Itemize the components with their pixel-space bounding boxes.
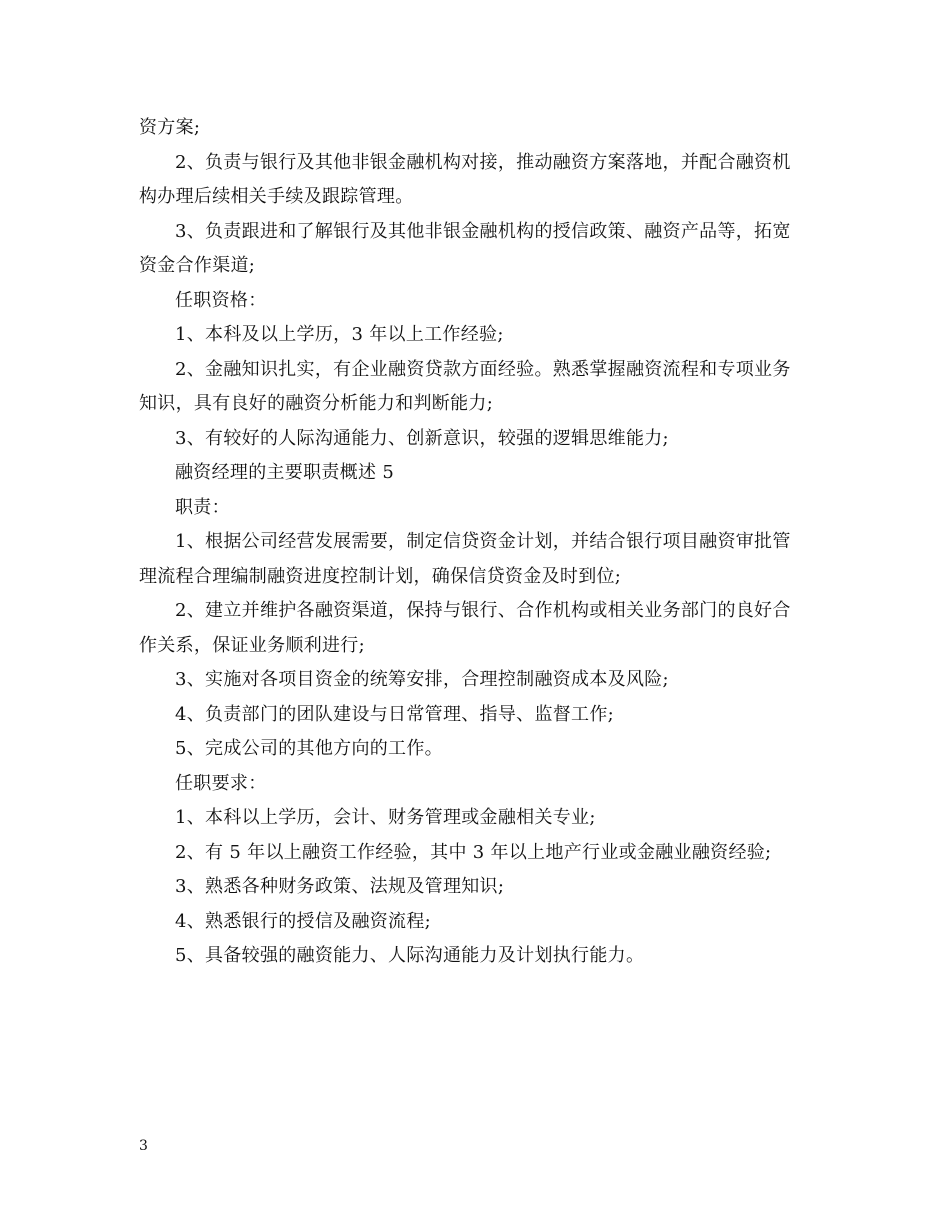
text-line: 资方案; bbox=[139, 117, 201, 138]
text-line: 5、具备较强的融资能力、人际沟通能力及计划执行能力。 bbox=[175, 945, 645, 966]
text-line: 融资经理的主要职责概述 5 bbox=[175, 462, 395, 483]
text-line: 1、本科以上学历，会计、财务管理或金融相关专业; bbox=[175, 807, 596, 828]
text-line: 2、建立并维护各融资渠道，保持与银行、合作机构或相关业务部门的良好合 bbox=[175, 600, 791, 621]
text-line: 任职资格： bbox=[175, 289, 267, 311]
text-line: 3、实施对各项目资金的统筹安排，合理控制融资成本及风险; bbox=[175, 669, 669, 690]
text-line: 职责： bbox=[175, 496, 230, 518]
text-line: 4、熟悉银行的授信及融资流程; bbox=[175, 910, 432, 932]
text-line: 2、金融知识扎实，有企业融资贷款方面经验。熟悉掌握融资流程和专项业务 bbox=[175, 358, 791, 380]
text-line: 任职要求： bbox=[175, 772, 267, 794]
document-body bbox=[139, 111, 814, 974]
text-line: 知识，具有良好的融资分析能力和判断能力; bbox=[139, 393, 494, 414]
text-line: 2、有 5 年以上融资工作经验，其中 3 年以上地产行业或金融业融资经验; bbox=[175, 841, 772, 863]
text-line: 资金合作渠道; bbox=[139, 255, 256, 276]
text-line: 3、有较好的人际沟通能力、创新意识，较强的逻辑思维能力; bbox=[175, 427, 669, 449]
text-line: 理流程合理编制融资进度控制计划，确保信贷资金及时到位; bbox=[139, 565, 622, 587]
text-line: 3、熟悉各种财务政策、法规及管理知识; bbox=[175, 876, 505, 897]
text-line: 作关系，保证业务顺利进行; bbox=[139, 634, 365, 656]
text-line: 4、负责部门的团队建设与日常管理、指导、监督工作; bbox=[175, 703, 615, 725]
text-line: 1、根据公司经营发展需要，制定信贷资金计划，并结合银行项目融资审批管 bbox=[175, 531, 791, 552]
page-number: 3 bbox=[139, 1138, 148, 1154]
text-line: 5、完成公司的其他方向的工作。 bbox=[175, 738, 443, 759]
text-line: 2、负责与银行及其他非银金融机构对接，推动融资方案落地，并配合融资机 bbox=[175, 151, 791, 173]
text-line: 构办理后续相关手续及跟踪管理。 bbox=[139, 186, 414, 207]
text-line: 3、负责跟进和了解银行及其他非银金融机构的授信政策、融资产品等，拓宽 bbox=[175, 220, 791, 242]
text-line: 1、本科及以上学历，3 年以上工作经验; bbox=[175, 324, 504, 345]
